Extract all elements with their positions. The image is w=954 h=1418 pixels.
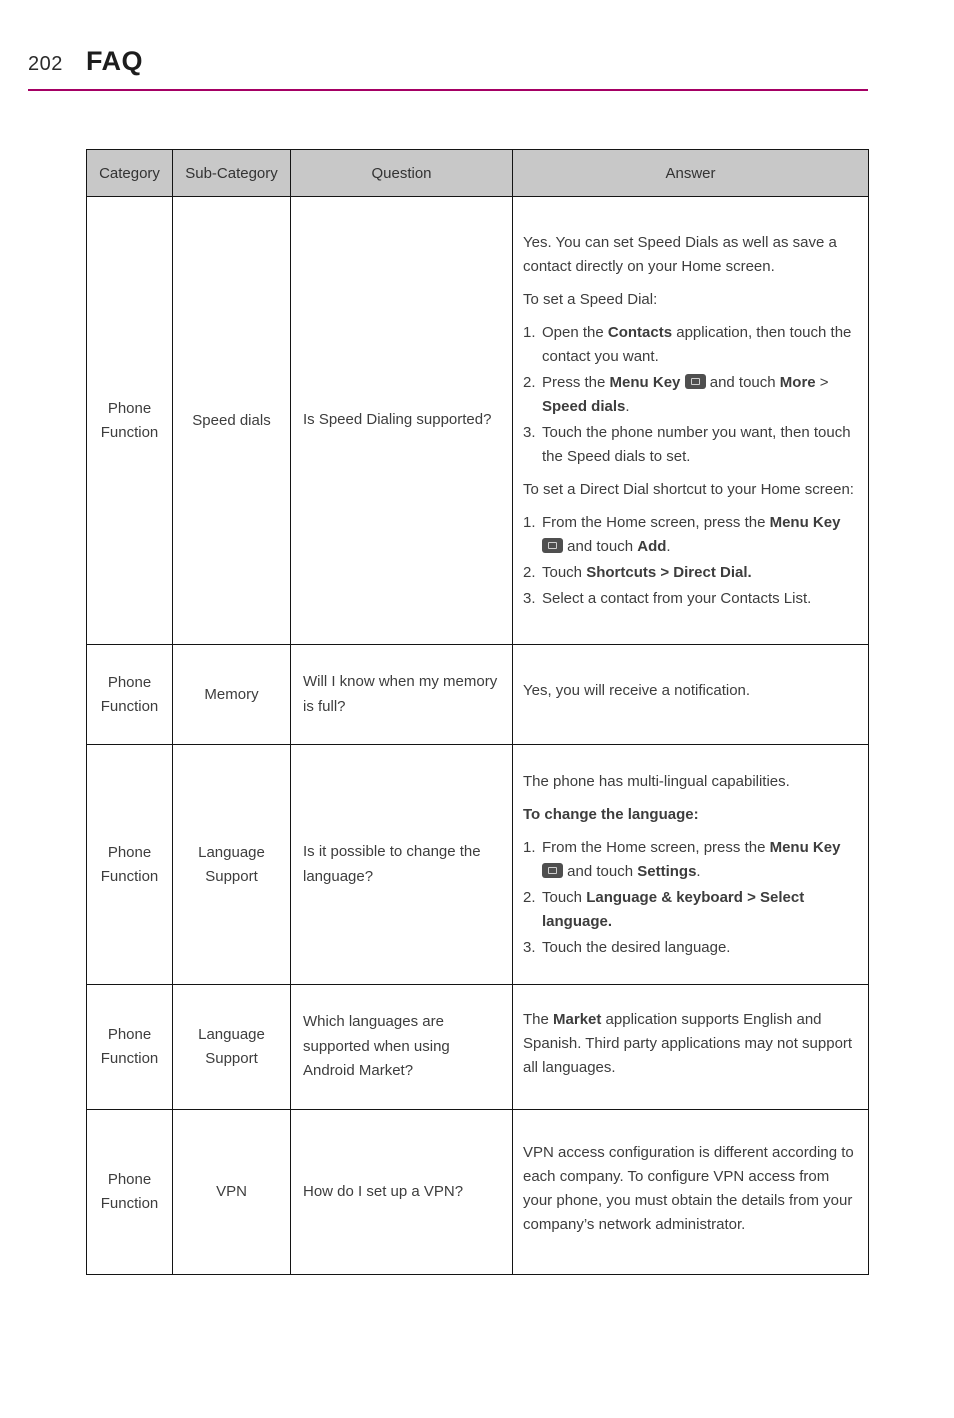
menu-key-icon — [542, 538, 563, 553]
sub-category-cell: Language Support — [173, 985, 291, 1110]
page-title: FAQ — [86, 46, 144, 76]
list-item-text — [542, 511, 858, 559]
list-number: 3. — [523, 589, 536, 607]
page-number: 202 — [28, 53, 63, 75]
list-number: 2. — [523, 888, 536, 906]
column-header: Question — [291, 150, 513, 197]
list-item-text — [542, 886, 858, 934]
list-item-text — [542, 561, 858, 585]
column-header: Category — [87, 150, 173, 197]
text-segment: To change the language: — [523, 805, 699, 823]
text-segment: VPN access configuration is different according to each company. To configure VPN access from your phone, you must obtain the details from your company’s network administrator. — [523, 1143, 854, 1233]
text-segment: Contacts — [607, 323, 673, 341]
answer-paragraph — [523, 1008, 858, 1080]
answer-paragraph — [523, 478, 858, 502]
text-segment: Add — [637, 537, 667, 555]
text-segment: More — [779, 373, 816, 391]
text-segment: From the Home screen, press the — [542, 513, 770, 531]
category-cell: Phone Function — [87, 745, 173, 985]
text-segment: Touch — [542, 888, 587, 906]
answer-cell — [513, 985, 869, 1110]
table-header-row — [87, 150, 869, 197]
menu-key-icon — [542, 863, 563, 878]
sub-category-cell: Language Support — [173, 745, 291, 985]
answer-list-item — [523, 561, 858, 585]
list-item-text — [542, 936, 858, 960]
list-number: 1. — [523, 513, 536, 531]
question-cell: Is Speed Dialing supported? — [291, 197, 513, 645]
text-segment: Shortcuts > Direct Dial. — [586, 563, 752, 581]
text-segment: To set a Speed Dial: — [523, 290, 658, 308]
sub-category-cell: Speed dials — [173, 197, 291, 645]
text-segment: Select a contact from your Contacts List. — [542, 589, 812, 607]
text-segment: The — [523, 1010, 554, 1028]
category-cell: Phone Function — [87, 197, 173, 645]
sub-category-cell: VPN — [173, 1110, 291, 1275]
faq-row — [87, 1110, 869, 1275]
menu-key-icon — [685, 374, 706, 389]
text-segment: Touch the desired language. — [542, 938, 731, 956]
answer-list-item — [523, 936, 858, 960]
list-item-text — [542, 587, 858, 611]
answer-cell — [513, 1110, 869, 1275]
text-segment: To set a Direct Dial shortcut to your Home screen: — [523, 480, 854, 498]
list-number: 1. — [523, 838, 536, 856]
answer-paragraph — [523, 803, 858, 827]
answer-cell — [513, 745, 869, 985]
faq-table — [86, 149, 869, 1275]
text-segment: and touch — [705, 373, 780, 391]
answer-list-item — [523, 321, 858, 369]
question-cell: How do I set up a VPN? — [291, 1110, 513, 1275]
answer-cell — [513, 645, 869, 745]
answer-paragraph — [523, 770, 858, 794]
text-segment: Menu Key — [609, 373, 681, 391]
answer-list-item — [523, 371, 858, 419]
text-segment: Language & keyboard > Select language. — [542, 888, 805, 930]
manual-page — [0, 46, 954, 1275]
faq-row — [87, 197, 869, 645]
question-cell: Which languages are supported when using Android Market? — [291, 985, 513, 1110]
text-segment: Settings — [637, 862, 697, 880]
answer-list-item — [523, 836, 858, 884]
list-number: 2. — [523, 563, 536, 581]
faq-row — [87, 985, 869, 1110]
list-number: 3. — [523, 938, 536, 956]
answer-cell — [513, 197, 869, 645]
faq-row — [87, 645, 869, 745]
page-header — [28, 46, 954, 77]
text-segment: Open the — [542, 323, 608, 341]
question-cell: Will I know when my memory is full? — [291, 645, 513, 745]
list-item-text — [542, 321, 858, 369]
faq-table-body — [87, 197, 869, 1275]
answer-list-item — [523, 886, 858, 934]
text-segment: Yes. You can set Speed Dials as well as save a contact directly on your Home screen. — [523, 233, 837, 275]
answer-paragraph — [523, 1141, 858, 1237]
text-segment: Yes, you will receive a notification. — [523, 682, 751, 699]
text-segment — [680, 374, 684, 391]
category-cell: Phone Function — [87, 985, 173, 1110]
text-segment: Menu Key — [769, 513, 841, 531]
text-segment: . — [666, 537, 671, 555]
column-header: Answer — [513, 150, 869, 197]
text-segment: From the Home screen, press the — [542, 838, 770, 856]
text-segment: application, then touch the contact you want. — [542, 323, 852, 365]
faq-row — [87, 745, 869, 985]
answer-list-item — [523, 511, 858, 559]
text-segment: Menu Key — [769, 838, 841, 856]
text-segment: . — [696, 862, 701, 880]
answer-paragraph — [523, 231, 858, 279]
table-head — [87, 150, 869, 197]
answer-list-item — [523, 587, 858, 611]
answer-paragraph — [523, 288, 858, 312]
question-cell: Is it possible to change the language? — [291, 745, 513, 985]
category-cell: Phone Function — [87, 645, 173, 745]
text-segment: and touch — [563, 862, 638, 880]
list-item-text — [542, 421, 858, 469]
text-segment: Press the — [542, 373, 610, 391]
text-segment: . — [625, 397, 630, 415]
list-item-text — [542, 836, 858, 884]
category-cell: Phone Function — [87, 1110, 173, 1275]
text-segment: Touch the phone number you want, then touch the Speed dials to set. — [542, 423, 851, 465]
sub-category-cell: Memory — [173, 645, 291, 745]
text-segment: The phone has multi-lingual capabilities. — [523, 772, 790, 790]
list-number: 2. — [523, 373, 536, 391]
list-number: 3. — [523, 423, 536, 441]
header-rule — [28, 89, 868, 91]
column-header: Sub-Category — [173, 150, 291, 197]
list-number: 1. — [523, 323, 536, 341]
answer-paragraph — [523, 679, 858, 703]
text-segment: > — [815, 373, 829, 391]
answer-list-item — [523, 421, 858, 469]
list-item-text — [542, 371, 858, 419]
text-segment: and touch — [563, 537, 638, 555]
text-segment: Speed dials — [542, 397, 626, 415]
text-segment: application supports English and Spanish. Third party applications may not support all languages. — [523, 1010, 853, 1076]
text-segment: Market — [553, 1010, 602, 1028]
text-segment: Touch — [542, 563, 587, 581]
